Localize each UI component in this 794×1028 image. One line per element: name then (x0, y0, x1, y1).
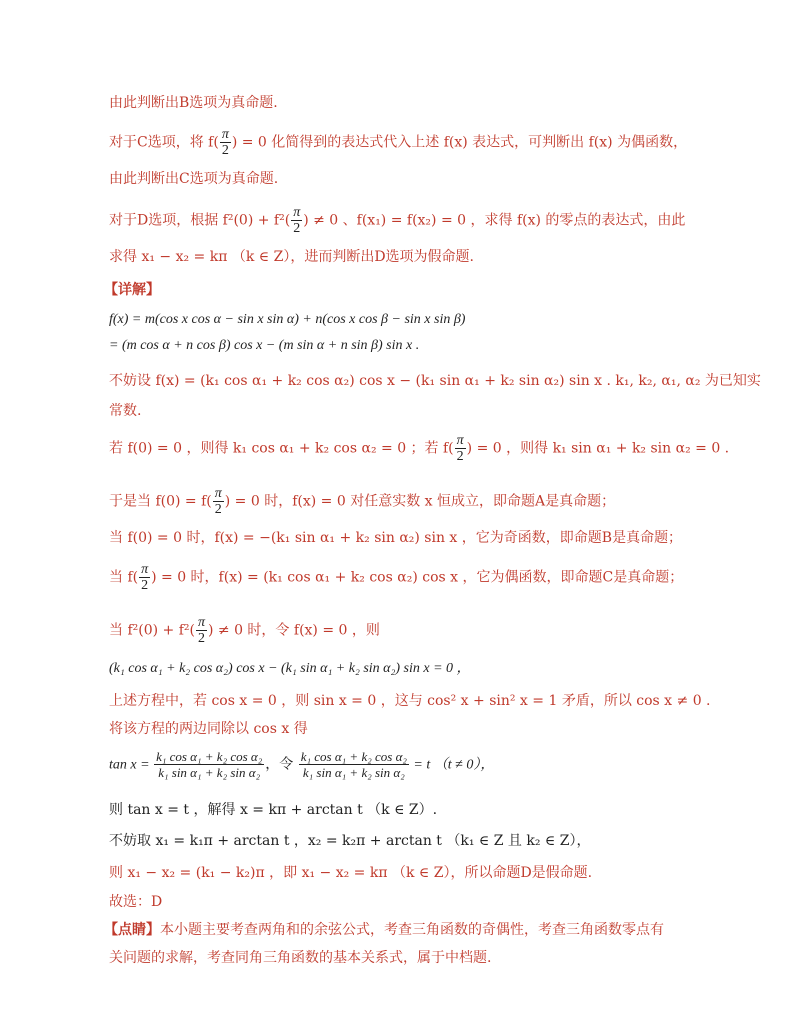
line-21: 不妨取 x₁ = k₁π + arctan t ，x₂ = k₂π + arctan t （k₁ ∈ Z 且 k₂ ∈ Z）， (109, 833, 591, 849)
line-2: 对于C选项，将 f( $\frac{\pi}{2}$ ) = 0 化简得到的表达式代入上述 f(x) 表达式，可判断出 f(x) 为偶函数， (109, 127, 688, 158)
line-16: (k₁ cos α₁ + k₂ cos α₂) cos x − (k₁ sin α₁ + k₂ sin α₂) sin x = 0 ， (109, 661, 471, 676)
line-10: 常数. (109, 403, 142, 419)
line-25: 关问题的求解，考查同角三角函数的基本关系式，属于中档题. (109, 950, 492, 966)
line-12: 于是当 f(0) = f( $\frac{\pi}{2}$ ) = 0 时，f(x) = 0 对任意实数 x 恒成立，即命题A是真命题； (109, 486, 616, 517)
line-22: 则 x₁ − x₂ = (k₁ − k₂)π ，即 x₁ − x₂ = kπ （k ∈ Z），所以命题D是假命题. (109, 865, 593, 881)
line-3: 由此判断出C选项为真命题. (109, 171, 279, 187)
line-5: 求得 x₁ − x₂ = kπ （k ∈ Z），进而判断出D选项为假命题. (109, 249, 475, 265)
line-8: = (m cos α + n cos β) cos x − (m sin α + n sin β) sin x . (109, 338, 420, 353)
line-18: 将该方程的两边同除以 cos x 得 (109, 721, 308, 737)
line-20: 则 tan x = t ，解得 x = kπ + arctan t （k ∈ Z）. (109, 802, 438, 818)
line-14: 当 f( $\frac{\pi}{2}$ ) = 0 时，f(x) = (k₁ cos α₁ + k₂ cos α₂) cos x ，它为偶函数，即命题C是真命题； (109, 562, 684, 593)
line-13: 当 f(0) = 0 时，f(x) = −(k₁ sin α₁ + k₂ sin α₂) sin x ，它为奇函数，即命题B是真命题； (109, 530, 683, 546)
line-4: 对于D选项，根据 f²(0) + f²( $\frac{\pi}{2}$ ) ≠ 0 、f(x₁) = f(x₂) = 0 ，求得 f(x) 的零点的表达式，由此 (109, 205, 686, 236)
comment-heading: 【点睛】 (104, 922, 160, 938)
line-7: f(x) = m(cos x cos α − sin x sin α) + n(cos x cos β − sin x sin β) (109, 312, 466, 327)
line-17: 上述方程中，若 cos x = 0 ，则 sin x = 0 ，这与 cos² x + sin² x = 1 矛盾，所以 cos x ≠ 0 . (109, 693, 711, 709)
line-15: 当 f²(0) + f²( $\frac{\pi}{2}$ ) ≠ 0 时，令 f(x) = 0 ，则 (109, 615, 380, 646)
line-1: 由此判断出B选项为真命题. (109, 95, 278, 111)
line-19: tan x = $\frac{\text{k₁ cos α₁ + k₂ cos α₂}}{\text{k₁ sin α₁ + k₂ sin α₂}}$ ，令 $\frac{\text{k₁ cos α₁ + k₂ cos α₂}}{\text{k₁ sin α₁ + k₂ sin α₂}}$ = t （t ≠ 0）， (109, 749, 495, 780)
detail-heading: 【详解】 (104, 282, 160, 298)
line-9: 不妨设 f(x) = (k₁ cos α₁ + k₂ cos α₂) cos x − (k₁ sin α₁ + k₂ sin α₂) sin x . k₁, k₂, α₁, α₂ 为已知实 (109, 373, 761, 389)
line-24: 【点睛】本小题主要考查两角和的余弦公式，考查三角函数的奇偶性，考查三角函数零点有 (104, 922, 664, 938)
line-23: 故选：D (109, 894, 163, 910)
line-11: 若 f(0) = 0 ，则得 k₁ cos α₁ + k₂ cos α₂ = 0 ；若 f( $\frac{\pi}{2}$ ) = 0 ，则得 k₁ sin α₁ + k₂ sin α₂ = 0 . (109, 433, 730, 464)
